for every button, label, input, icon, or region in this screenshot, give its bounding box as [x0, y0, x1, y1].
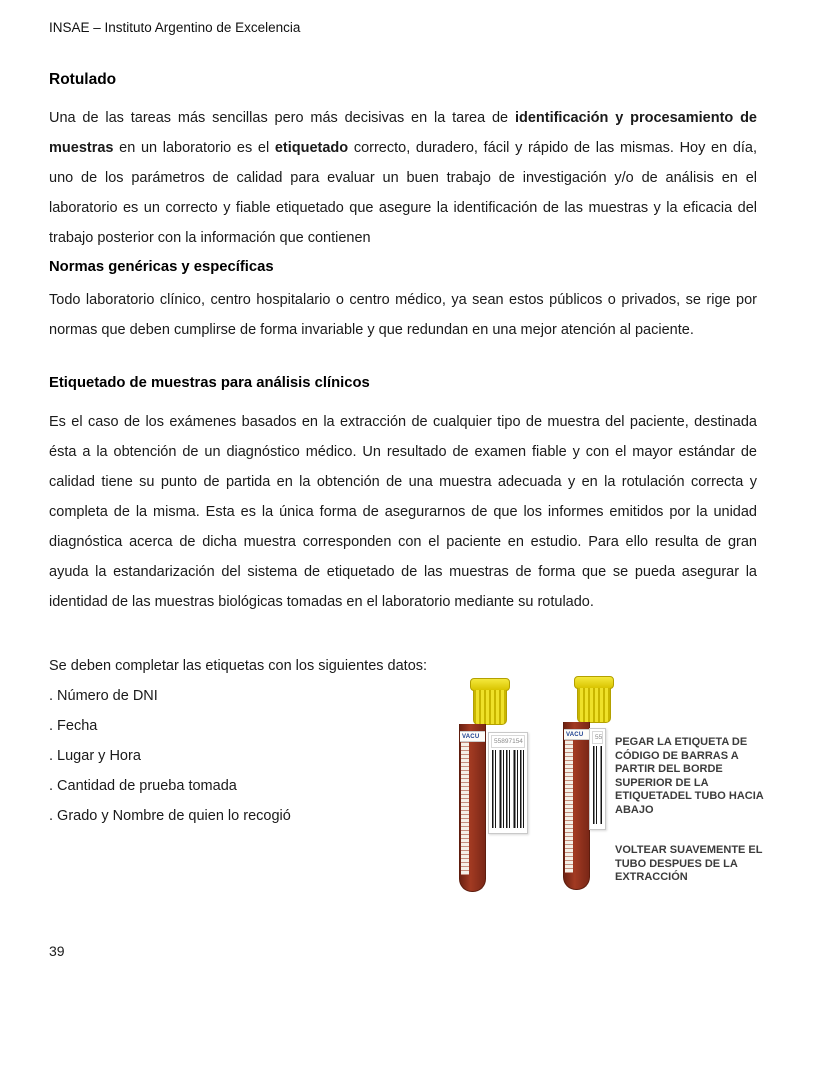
heading-rotulado: Rotulado [49, 71, 117, 88]
list-item: . Fecha [49, 718, 98, 734]
tube-side-label [461, 742, 469, 875]
heading-normas: Normas genéricas y específicas [49, 259, 274, 275]
tube-brand-label [564, 729, 589, 740]
instruction-text: VOLTEAR SUAVEMENTE EL TUBO DESPUES DE LA EXTRACCIÓN [615, 844, 763, 883]
intro-part-text: correcto, duradero, fácil y rápido de las mismas. Hoy en día, uno de los parámetros de calidad para evaluar un buen trabajo de investigación y/o de análisis en el laboratorio es un correcto y fiable etiquetado que asegure la identificación de las muestras y la eficacia del trabajo posterior con la información que contienen [49, 140, 758, 246]
barcode-sticker [488, 732, 528, 834]
document-header-title: INSAE – Instituto Argentino de Excelencia [49, 20, 301, 35]
tube-cap-ribs-icon [577, 688, 611, 723]
tube-brand-text: VACU [566, 731, 584, 738]
barcode-sticker [589, 728, 606, 830]
tube-body [459, 724, 486, 892]
heading-etiquetado: Etiquetado de muestras para análisis clínicos [49, 375, 370, 391]
barcode-icon [492, 750, 524, 828]
list-item: . Número de DNI [49, 688, 158, 704]
labeling-instructions [615, 736, 767, 885]
tube-cap-ribs-icon [473, 690, 507, 725]
intro-paragraph [49, 103, 757, 253]
list-item: . Grado y Nombre de quien lo recogió [49, 808, 291, 824]
tube-body [563, 722, 590, 890]
tube-brand-text: VACU [462, 733, 480, 740]
tube-side-label [565, 740, 573, 873]
intro-part-bold: etiquetado [274, 140, 349, 156]
barcode-number: 55 [592, 731, 603, 744]
etiquetado-paragraph: Es el caso de los exámenes basados en la extracción de cualquier tipo de muestra del paciente, destinada ésta a la obtención de un diagnóstico médico. Un resultado de examen fiable y con el mayor estándar de calidad tiene su punto de partida en la obtención de una muestra adecuada y en la rotulación correcta y completa de la misma. Esta es la única forma de asegurarnos de que los informes emitidos por la unidad diagnóstica acerca de dicha muestra corresponden con el paciente en estudio. Para ello resulta de gran ayuda la estandarización del sistema de etiquetado de las muestras de forma que se pueda asegurar la identidad de las muestras biológicas tomadas en el laboratorio mediante su rotulado. [49, 414, 757, 610]
barcode-number: 55897154 [491, 735, 525, 748]
intro-part-text: Una de las tareas más sencillas pero más decisivas en la tarea de [49, 110, 515, 126]
barcode-icon [593, 746, 602, 824]
page-number: 39 [49, 943, 65, 959]
intro-part-bold: identificación y procesamiento de muestras [49, 110, 757, 156]
intro-part-text: en un laboratorio es el [113, 140, 275, 156]
tube-labeling-figure [452, 676, 767, 926]
instruction-text: PEGAR LA ETIQUETA DE CÓDIGO DE BARRAS A PARTIR DEL BORDE SUPERIOR DE LA ETIQUETADEL TUBO HACIA ABAJO [615, 736, 764, 816]
datos-intro: Se deben completar las etiquetas con los siguientes datos: [49, 658, 428, 674]
list-item: . Cantidad de prueba tomada [49, 778, 237, 794]
blood-tube-1 [452, 678, 527, 908]
tube-brand-label [460, 731, 485, 742]
list-item: . Lugar y Hora [49, 748, 141, 764]
normas-paragraph: Todo laboratorio clínico, centro hospitalario o centro médico, ya sean estos públicos o privados, se rige por normas que deben cumplirse de forma invariable y que redundan en una mejor atención al paciente. [49, 292, 757, 338]
